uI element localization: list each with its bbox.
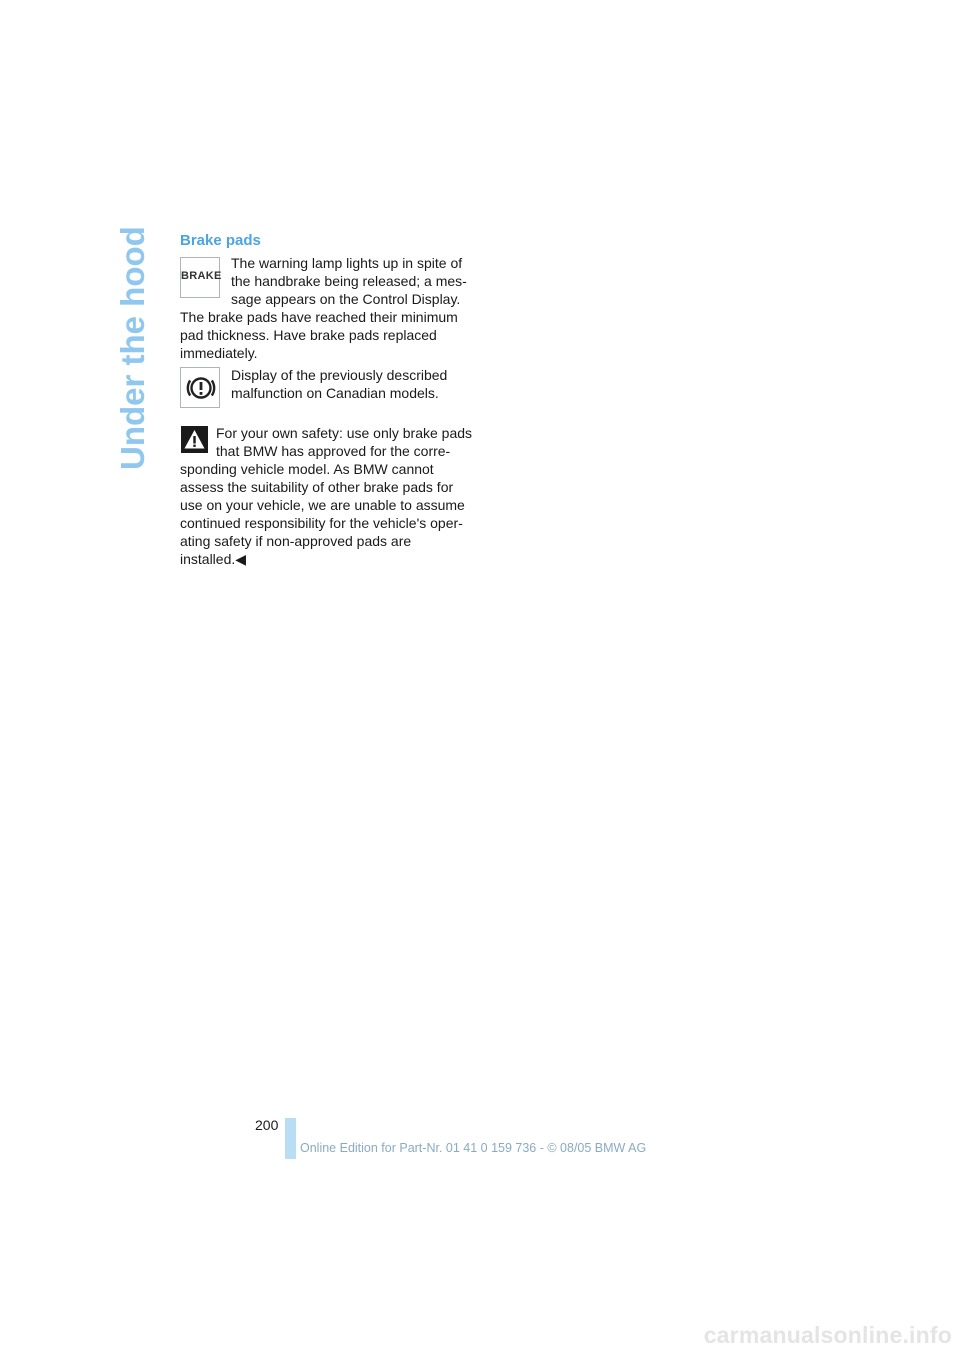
- canadian-models-paragraph: Display of the previously described malfunction on Canadian models.: [231, 367, 448, 401]
- page-number: 200: [255, 1117, 279, 1133]
- brake-warning-icon: [180, 257, 220, 298]
- pad-thickness-paragraph: The brake pads have reached their minimum pad thickness. Have brake pads replaced immediately.: [180, 309, 458, 361]
- section-heading: Brake pads: [180, 232, 261, 249]
- caution-paragraph-rest: sponding vehicle model. As BMW cannot assess the suitability of other brake pads for use on your vehicle, we are unable to assume continued responsibility for the vehicle's oper- ating safety if non-approved pads are installed.◀: [180, 461, 465, 567]
- caution-triangle-icon: [181, 426, 208, 453]
- footer-accent-bar: [285, 1118, 296, 1159]
- warning-lamp-paragraph: The warning lamp lights up in spite of the handbrake being released; a mes- sage appears on the Control Display.: [231, 255, 467, 307]
- brake-icon-label: BRAKE: [181, 270, 222, 282]
- brake-circle-warning-icon: [180, 367, 220, 408]
- watermark: carmanualsonline.info: [703, 1322, 952, 1348]
- caution-paragraph-start: For your own safety: use only brake pads that BMW has approved for the corre-: [216, 425, 473, 459]
- side-chapter-title: Under the hood: [114, 226, 151, 470]
- footer-edition-text: Online Edition for Part-Nr. 01 41 0 159 736 - © 08/05 BMW AG: [300, 1141, 647, 1155]
